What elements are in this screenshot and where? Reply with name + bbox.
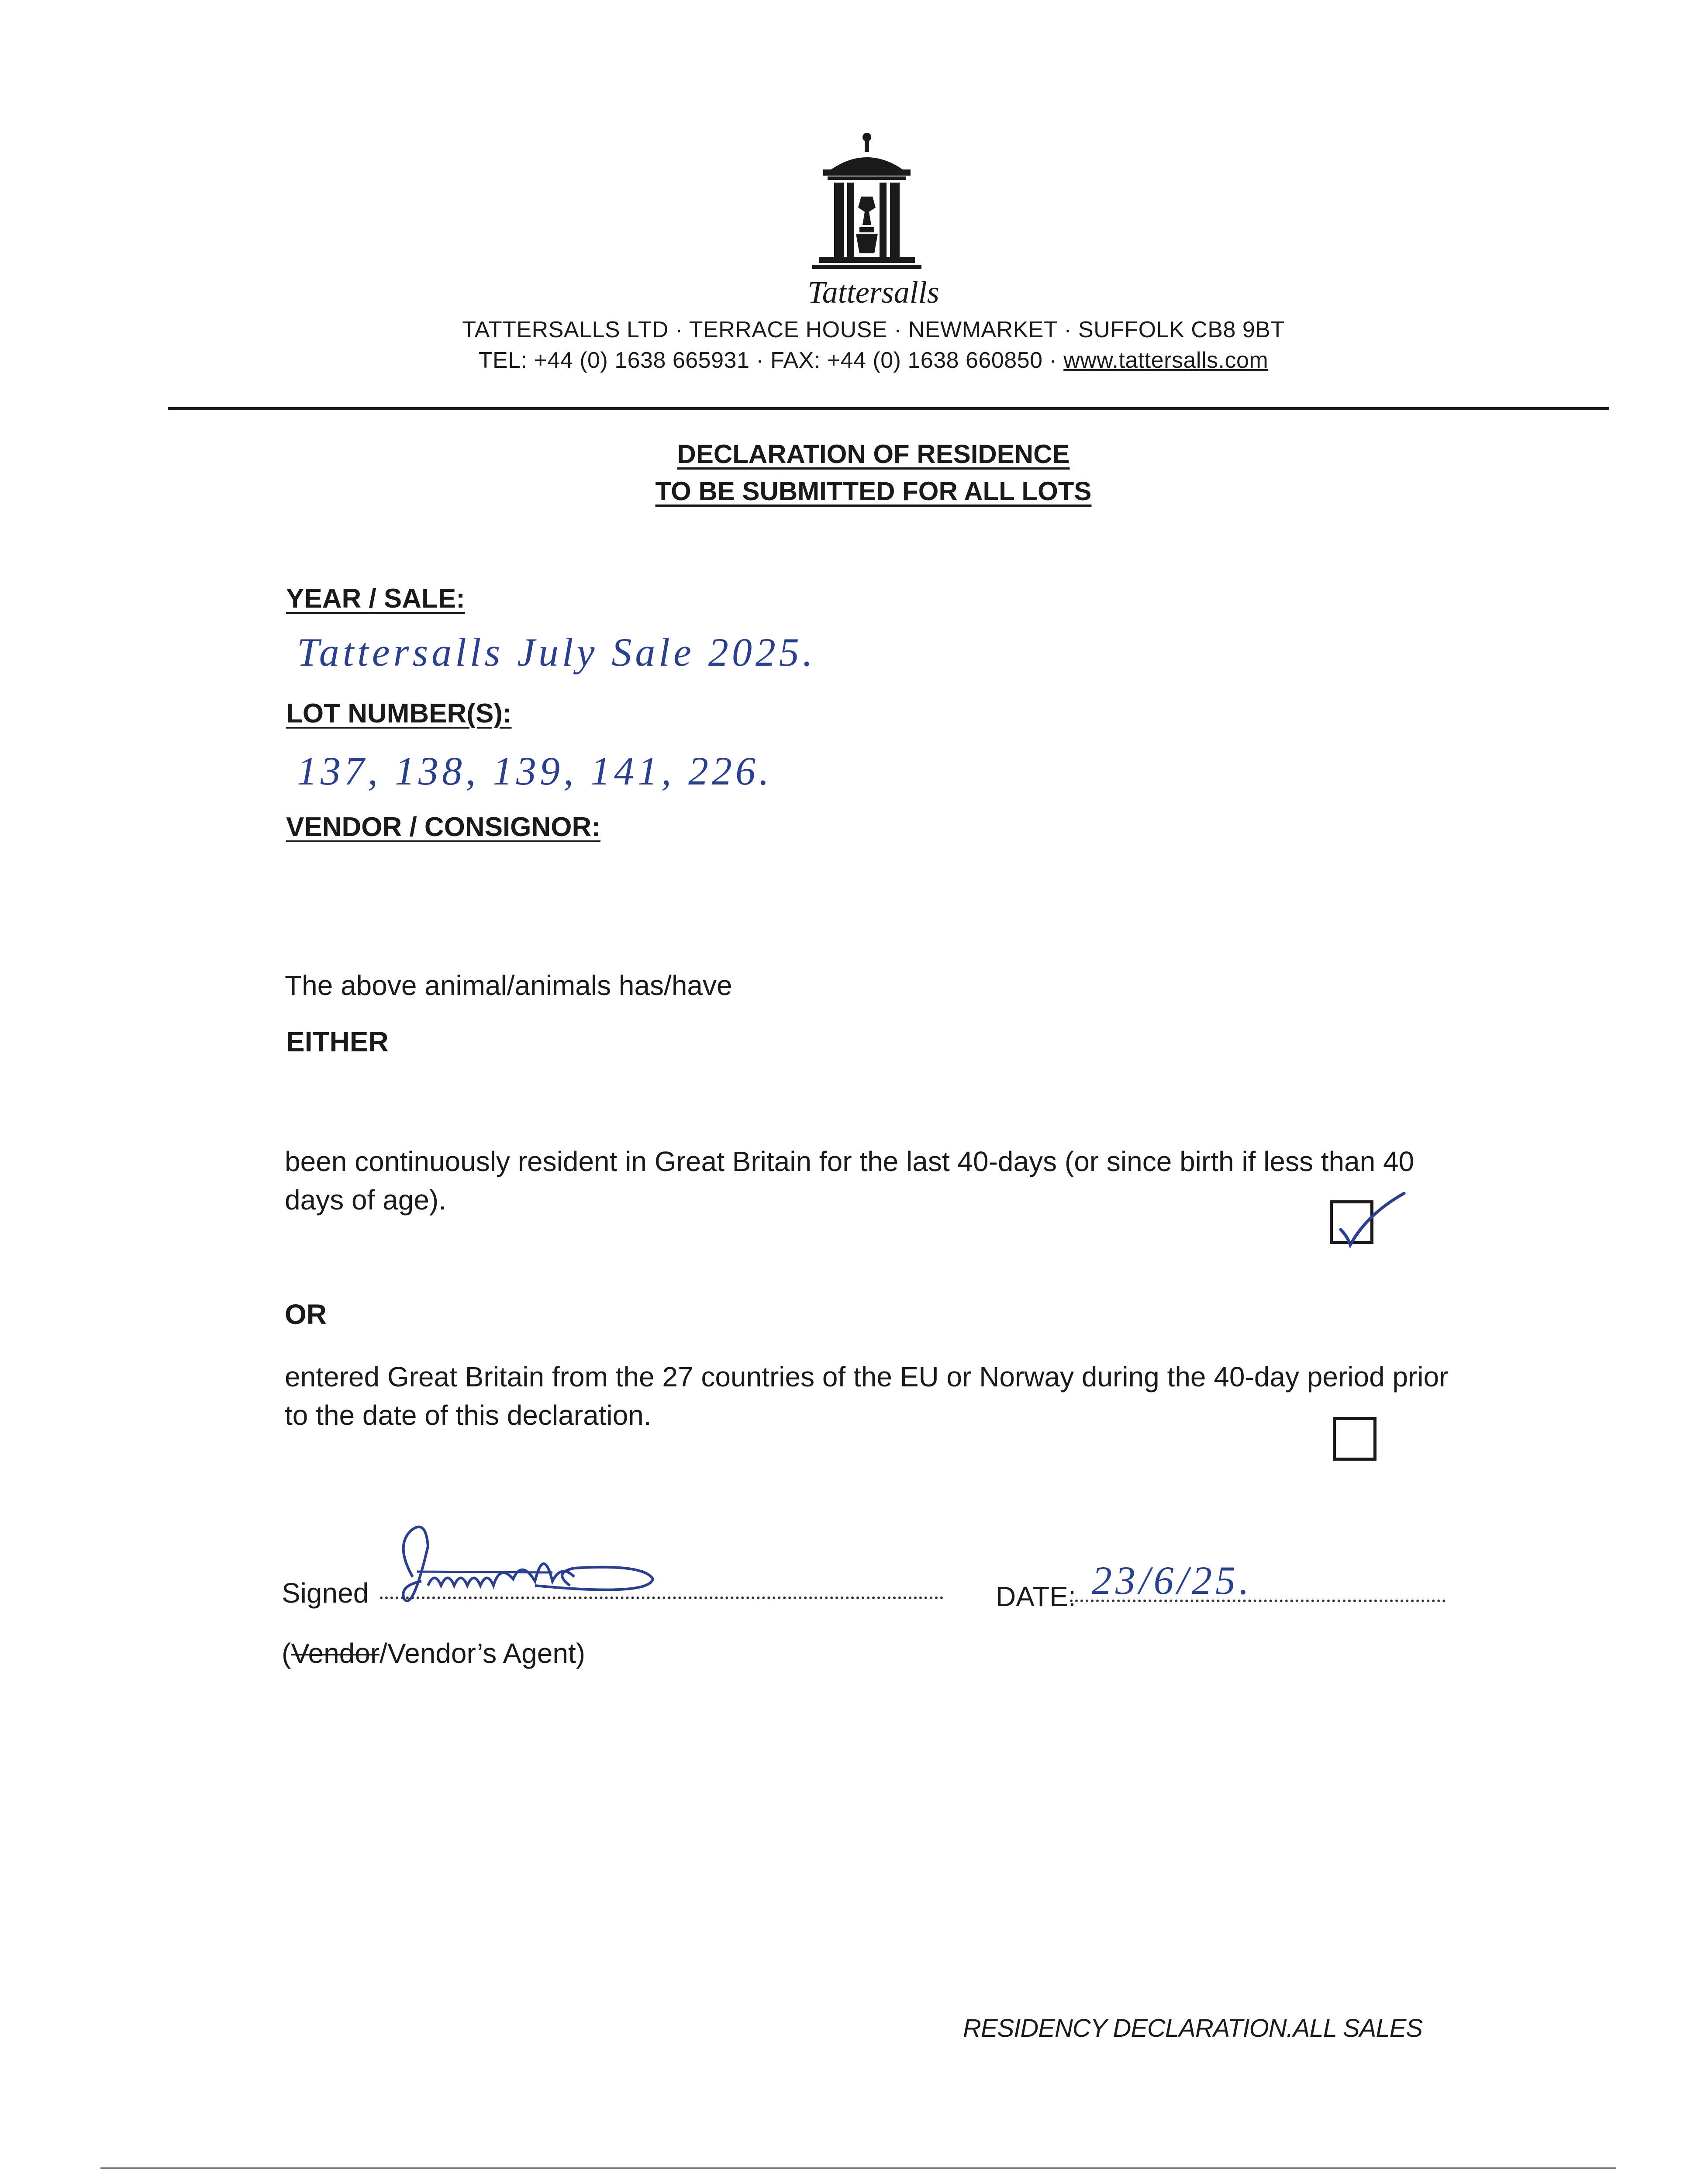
brand-wordmark: Tattersalls — [807, 275, 939, 310]
tattersalls-temple-logo-icon — [804, 131, 930, 275]
vendor-consignor-label: VENDOR / CONSIGNOR: — [286, 812, 600, 842]
form-title: DECLARATION OF RESIDENCE — [677, 439, 1070, 469]
role-open-paren: ( — [282, 1638, 291, 1669]
checkmark-icon — [1328, 1188, 1415, 1254]
company-address: TATTERSALLS LTD · TERRACE HOUSE · NEWMARKET · SUFFOLK CB8 9BT — [462, 317, 1285, 342]
date-field[interactable]: 23/6/25. — [1092, 1558, 1253, 1603]
option-resident-text: been continuously resident in Great Britain for the last 40-days (or since birth if less than 40 days of age). — [285, 1146, 1414, 1216]
role-vendor-struck: Vendor — [291, 1638, 380, 1669]
website-link[interactable]: www.tattersalls.com — [1063, 348, 1269, 373]
footer-divider — [100, 2167, 1616, 2169]
or-label: OR — [285, 1299, 327, 1330]
form-subtitle: TO BE SUBMITTED FOR ALL LOTS — [655, 477, 1092, 506]
signed-label: Signed — [282, 1577, 369, 1609]
option-eu-entry-text: entered Great Britain from the 27 countries of the EU or Norway during the 40-day period prior to the date of this declaration. — [285, 1361, 1449, 1431]
lot-numbers-field[interactable]: 137, 138, 139, 141, 226. — [297, 749, 773, 793]
either-label: EITHER — [286, 1026, 389, 1057]
option-eu-entry-checkbox[interactable] — [1333, 1417, 1377, 1461]
company-contact — [262, 347, 1485, 373]
declaration-intro: The above animal/animals has/have — [285, 970, 732, 1001]
date-label: DATE: — [996, 1581, 1076, 1612]
contact-phone-fax: TEL: +44 (0) 1638 665931 · FAX: +44 (0) 1638 660850 · — [478, 348, 1064, 373]
lot-numbers-label: LOT NUMBER(S): — [286, 698, 512, 729]
signatory-role — [282, 1637, 585, 1669]
role-vendor-agent: /Vendor’s Agent) — [379, 1638, 586, 1669]
header-divider — [168, 407, 1609, 410]
signature-image — [386, 1520, 670, 1616]
year-sale-field[interactable]: Tattersalls July Sale 2025. — [297, 630, 816, 674]
form-reference-code: RESIDENCY DECLARATION.ALL SALES — [963, 2014, 1423, 2042]
year-sale-label: YEAR / SALE: — [286, 584, 465, 614]
